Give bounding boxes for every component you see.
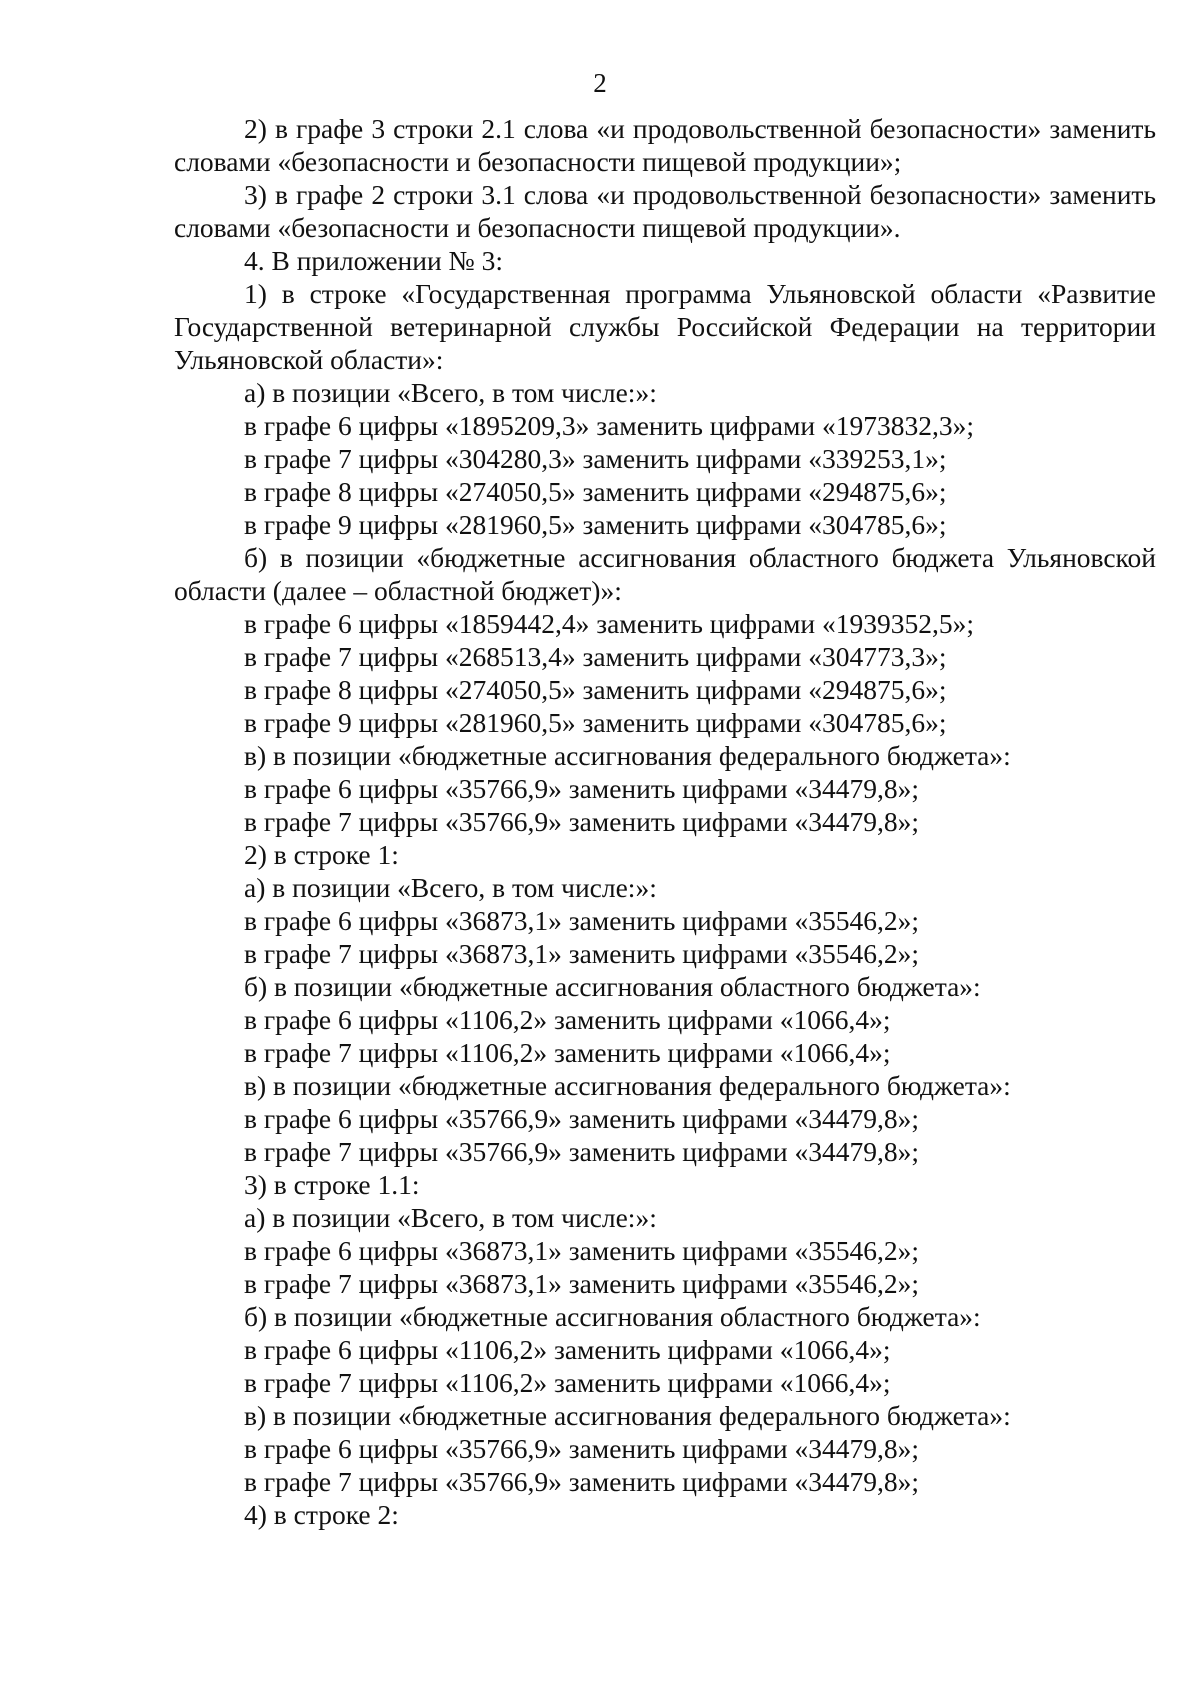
paragraph: а) в позиции «Всего, в том числе:»: — [244, 872, 657, 903]
paragraph: в графе 7 цифры «35766,9» заменить цифрами «34479,8»; — [244, 1136, 919, 1167]
paragraph: б) в позиции «бюджетные ассигнования областного бюджета Ульяновской области (далее – областной бюджет)»: — [174, 542, 1156, 606]
paragraph: в графе 6 цифры «1895209,3» заменить цифрами «1973832,3»; — [244, 410, 974, 441]
paragraph: а) в позиции «Всего, в том числе:»: — [244, 377, 657, 408]
paragraph: в графе 7 цифры «35766,9» заменить цифрами «34479,8»; — [244, 806, 919, 837]
paragraph: в графе 6 цифры «35766,9» заменить цифрами «34479,8»; — [244, 1103, 919, 1134]
paragraph: а) в позиции «Всего, в том числе:»: — [244, 1202, 657, 1233]
paragraph: в графе 7 цифры «1106,2» заменить цифрами «1066,4»; — [244, 1037, 891, 1068]
paragraph: 1) в строке «Государственная программа Ульяновской области «Развитие Государственной ветеринарной службы Российской Федерации на территории Ульяновской области»: — [174, 278, 1156, 375]
page-number: 2 — [593, 68, 607, 98]
paragraph: 3) в графе 2 строки 3.1 слова «и продовольственной безопасности» заменить словами «безопасности и безопасности пищевой продукции». — [174, 179, 1156, 243]
paragraph: в графе 9 цифры «281960,5» заменить цифрами «304785,6»; — [244, 707, 947, 738]
paragraph: б) в позиции «бюджетные ассигнования областного бюджета»: — [244, 971, 981, 1002]
paragraph: б) в позиции «бюджетные ассигнования областного бюджета»: — [244, 1301, 981, 1332]
paragraph: в графе 6 цифры «1859442,4» заменить цифрами «1939352,5»; — [244, 608, 974, 639]
paragraph: в графе 6 цифры «1106,2» заменить цифрами «1066,4»; — [244, 1004, 891, 1035]
paragraph: в) в позиции «бюджетные ассигнования федерального бюджета»: — [244, 1070, 1011, 1101]
paragraph: в графе 7 цифры «36873,1» заменить цифрами «35546,2»; — [244, 938, 919, 969]
paragraph: в графе 6 цифры «1106,2» заменить цифрами «1066,4»; — [244, 1334, 891, 1365]
paragraph: в графе 6 цифры «36873,1» заменить цифрами «35546,2»; — [244, 1235, 919, 1266]
paragraph: в графе 6 цифры «35766,9» заменить цифрами «34479,8»; — [244, 1433, 919, 1464]
paragraph: 3) в строке 1.1: — [244, 1169, 420, 1200]
paragraph: в графе 8 цифры «274050,5» заменить цифрами «294875,6»; — [244, 476, 947, 507]
paragraph: 4) в строке 2: — [244, 1499, 399, 1530]
paragraph: в графе 7 цифры «268513,4» заменить цифрами «304773,3»; — [244, 641, 947, 672]
paragraph: 4. В приложении № 3: — [244, 245, 504, 276]
paragraph: в графе 7 цифры «36873,1» заменить цифрами «35546,2»; — [244, 1268, 919, 1299]
paragraph: в графе 9 цифры «281960,5» заменить цифрами «304785,6»; — [244, 509, 947, 540]
paragraph: 2) в строке 1: — [244, 839, 399, 870]
paragraph: в графе 7 цифры «304280,3» заменить цифрами «339253,1»; — [244, 443, 947, 474]
document-body — [174, 112, 1156, 1531]
paragraph: 2) в графе 3 строки 2.1 слова «и продовольственной безопасности» заменить словами «безопасности и безопасности пищевой продукции»; — [174, 113, 1156, 177]
paragraph: в графе 6 цифры «35766,9» заменить цифрами «34479,8»; — [244, 773, 919, 804]
paragraph: в графе 8 цифры «274050,5» заменить цифрами «294875,6»; — [244, 674, 947, 705]
paragraph: в) в позиции «бюджетные ассигнования федерального бюджета»: — [244, 1400, 1011, 1431]
paragraph: в графе 7 цифры «1106,2» заменить цифрами «1066,4»; — [244, 1367, 891, 1398]
paragraph: в графе 6 цифры «36873,1» заменить цифрами «35546,2»; — [244, 905, 919, 936]
paragraph: в) в позиции «бюджетные ассигнования федерального бюджета»: — [244, 740, 1011, 771]
paragraph: в графе 7 цифры «35766,9» заменить цифрами «34479,8»; — [244, 1466, 919, 1497]
